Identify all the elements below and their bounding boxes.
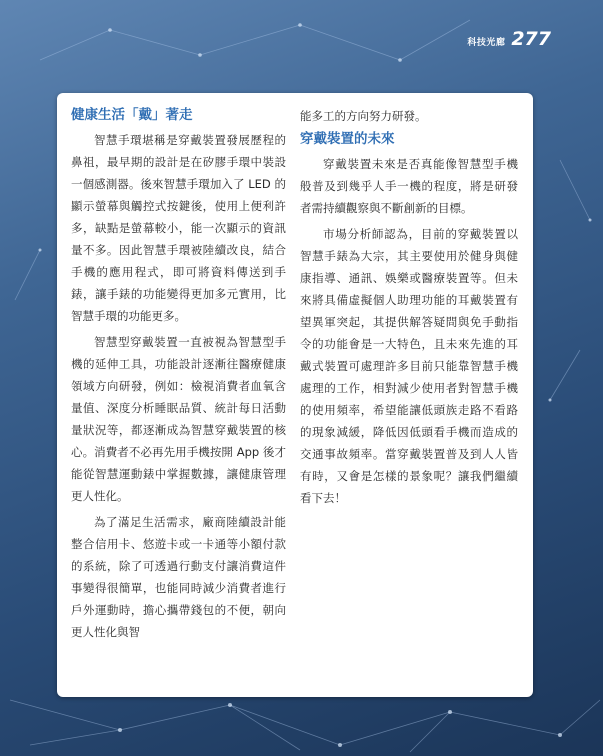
section-title-healthy-life: 健康生活「戴」著走 <box>71 107 193 123</box>
paragraph: 智慧型穿戴裝置一直被視為智慧型手機的延伸工具，功能設計逐漸往醫療健康領域方向研發，例如：檢視消費者血氧含量值、深度分析睡眠品質、統計每日活動量狀況等，都逐漸成為智慧穿戴裝置的核心。消費者不必再先用手機按開 App 後才能從智慧運動錶中掌握數據，讓健康管理更人性化。 <box>71 335 286 503</box>
paragraph: 智慧手環堪稱是穿戴裝置發展歷程的鼻祖，最早期的設計是在矽膠手環中裝設一個感測器。後來智慧手環加入了 LED 的顯示螢幕與觸控式按鍵後，使用上便利許多，缺點是螢幕較小，能一次顯示的資訊量不多。因此智慧手環被陸續改良，結合手機的應用程式，即可將資料傳送到手錶，讓手錶的功能變得更加多元實用，比智慧手環的功能更多。 <box>71 133 286 323</box>
magazine-name: 科技光廊 <box>467 38 506 48</box>
paragraph-continuation: 能多工的方向努力研發。 <box>300 109 427 123</box>
paragraph: 為了滿足生活需求，廠商陸續設計能整合信用卡、悠遊卡或一卡通等小額付款的系統，除了可透過行動支付讓消費這件事變得很簡單，也能同時減少消費者進行戶外運動時，擔心攜帶錢包的不便，朝向更人性化與智 <box>71 515 286 639</box>
page-header <box>467 28 551 50</box>
paragraph: 市場分析師認為，目前的穿戴裝置以智慧手錶為大宗，其主要使用於健身與健康指導、通訊、娛樂或醫療裝置等。但未來將具備虛擬個人助理功能的耳戴裝置有望異軍突起，其提供解答疑問與免手動指令的功能會是一大特色，且未來先進的耳戴式裝置可處理許多目前只能靠智慧手機處理的工作，相對減少使用者對智慧手機的使用頻率，希望能讓低頭族走路不看路的現象減緩，降低因低頭看手機而造成的交通事故頻率。當穿戴裝置普及到人人皆有時，又會是怎樣的景象呢？讓我們繼續看下去！ <box>300 227 518 505</box>
paragraph: 穿戴裝置未來是否真能像智慧型手機般普及到幾乎人手一機的程度，將是研發者需持續觀察與不斷創新的目標。 <box>300 157 518 215</box>
page-number: 277 <box>511 28 551 50</box>
article-card <box>57 93 533 697</box>
section-title-future: 穿戴裝置的未來 <box>300 131 395 147</box>
right-column <box>300 105 518 509</box>
left-column <box>71 105 286 643</box>
